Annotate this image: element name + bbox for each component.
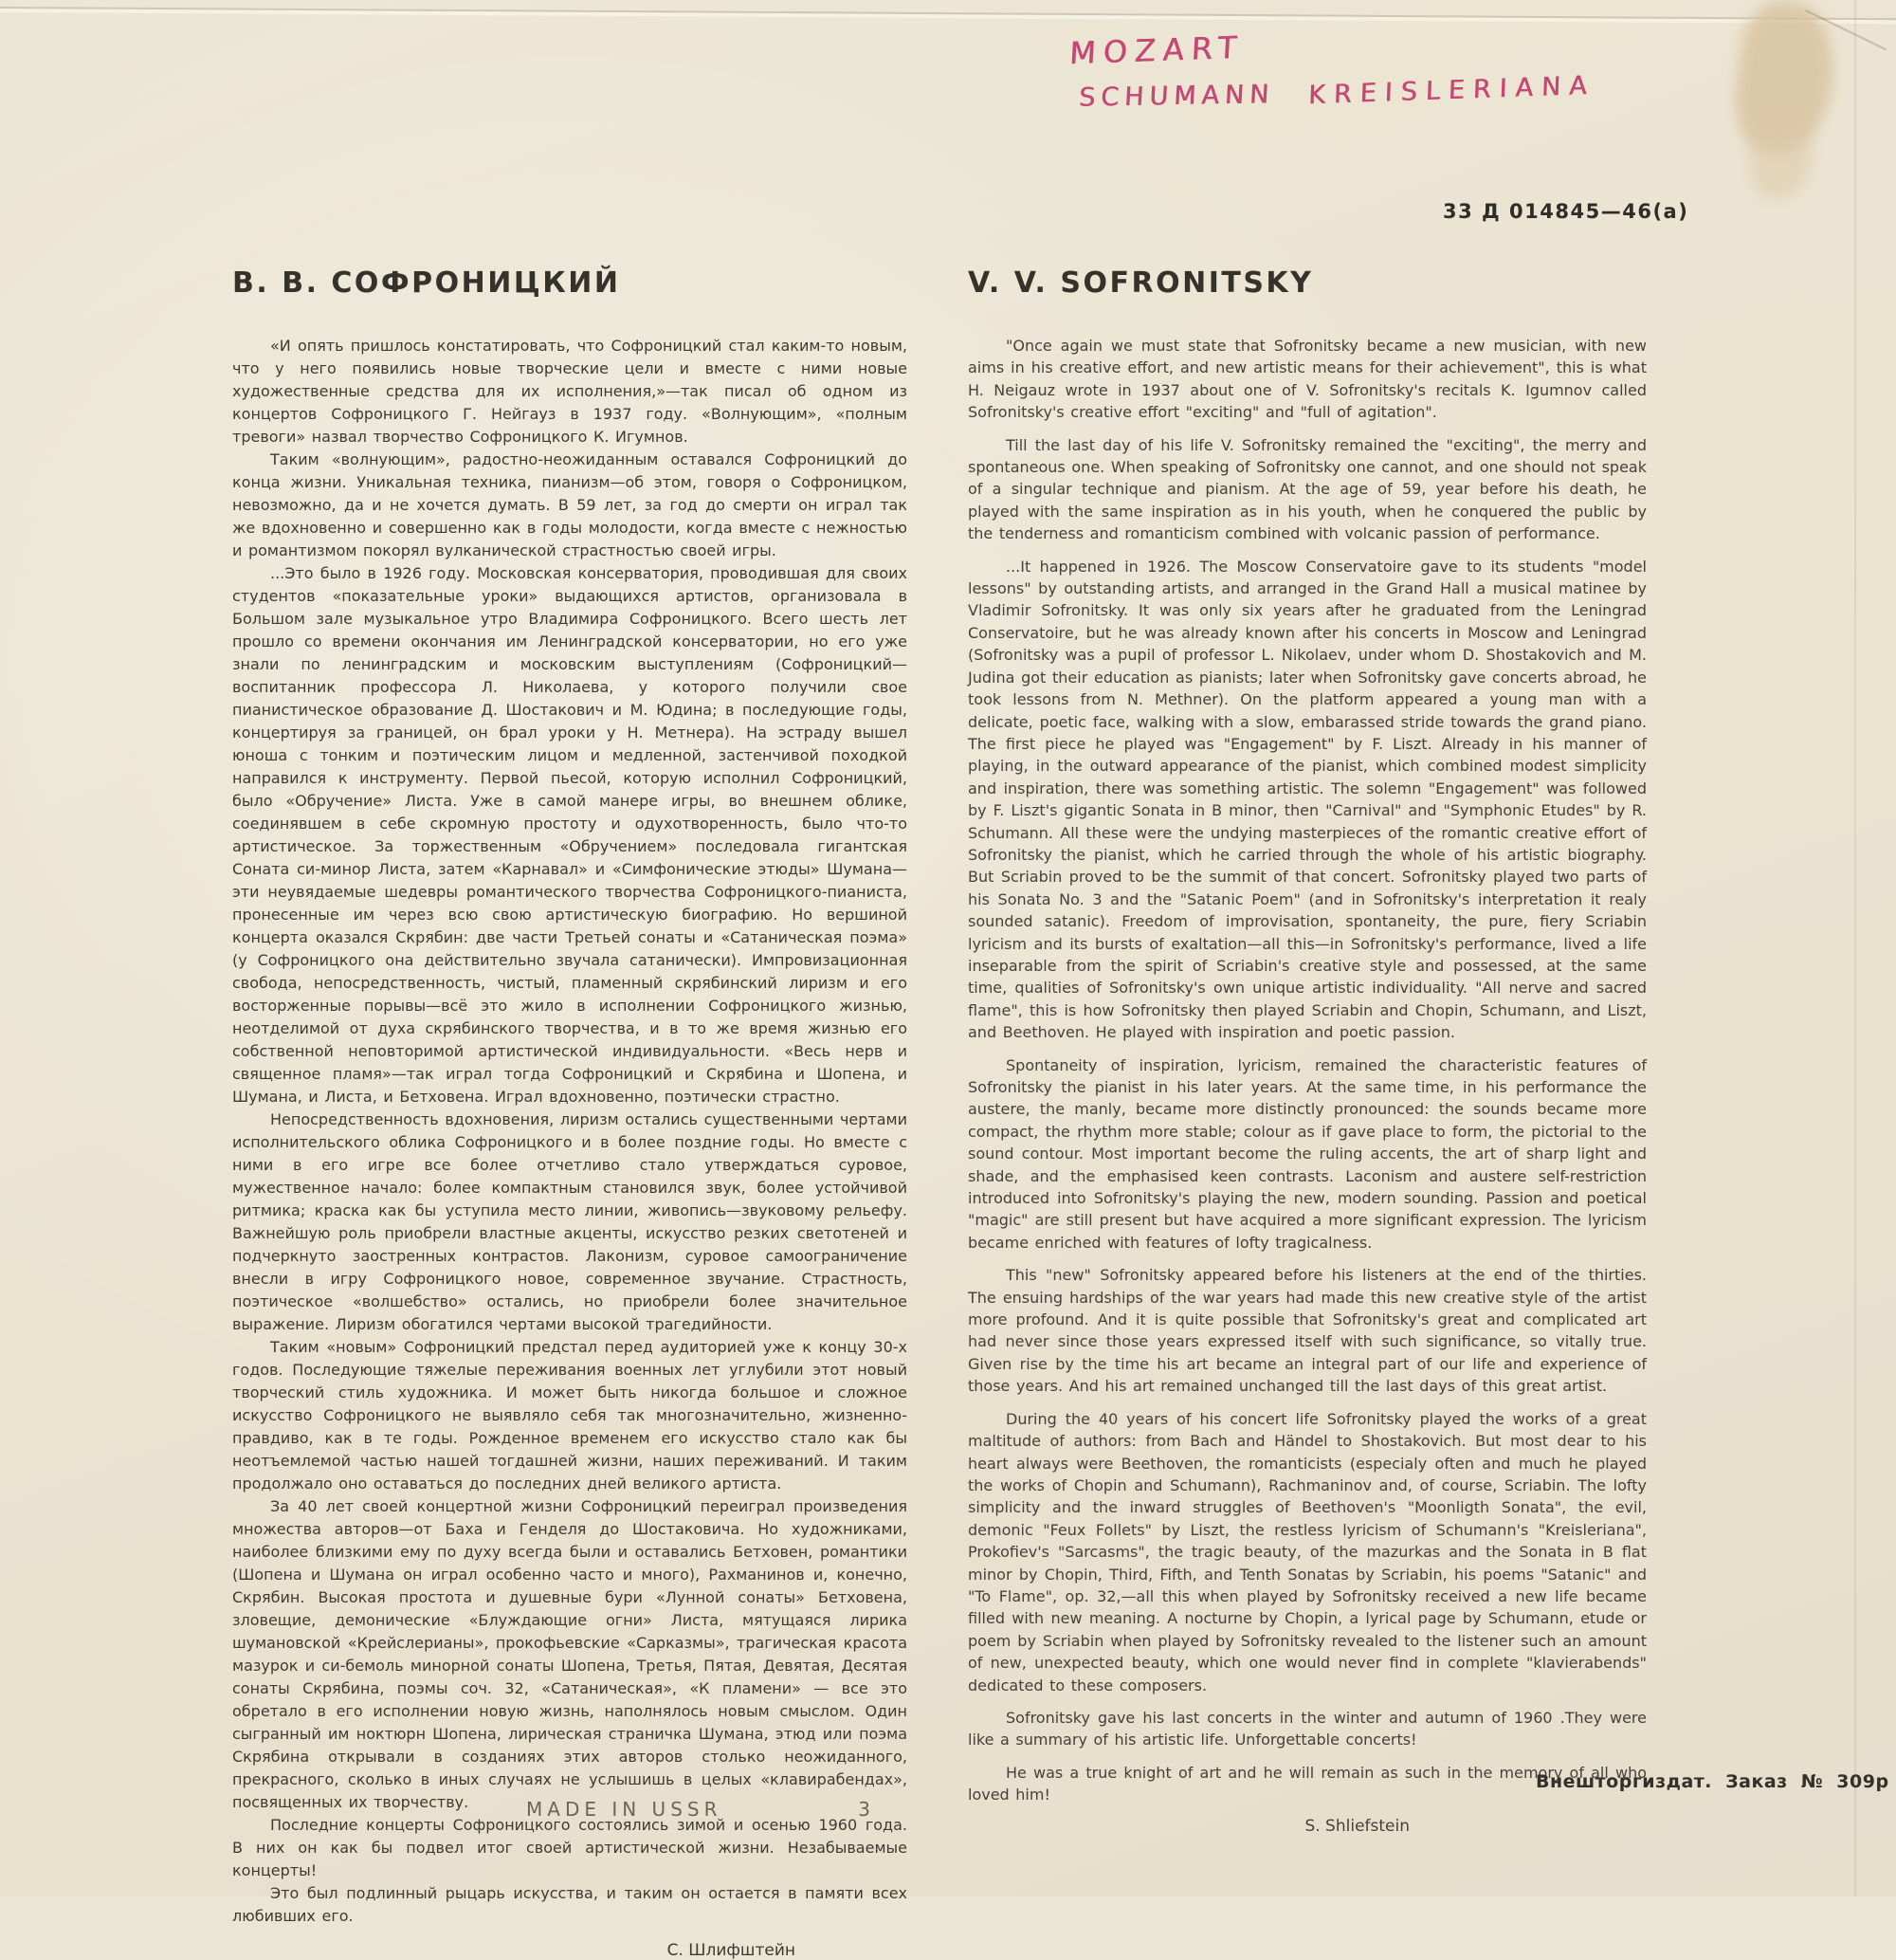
russian-title: В. В. СОФРОНИЦКИЙ — [232, 266, 621, 300]
russian-paragraph-8: Это был подлинный рыцарь искусства, и таким он остается в памяти всех любивших его. — [232, 1884, 907, 1925]
english-paragraph-2: Till the last day of his life V. Sofronitsky remained the "exciting", the merry and spontaneous one. When speaking of Sofronitsky one cannot, and one should not speak of a singular technique and pianism. At the age of 59, year before his death, he played with the same inspiration as in his youth, when he conquered the public by the tenderness and romanticism combined with volcanic passion of performance. — [968, 435, 1647, 543]
english-paragraph-5: This "new" Sofronitsky appeared before his listeners at the end of the thirties. The ensuing hardships of the war years had made this new creative style of the artist more profound. And it is quite possible that Sofronitsky's great and complicated art had never since those years expressed itself with such significance, so vitally true. Given rise by the time his art became an integral part of our life and experience of those years. And his art remained unchanged till the last days of this great artist. — [968, 1266, 1647, 1396]
catalog-number: 33 Д 014845—46(a) — [1443, 200, 1689, 223]
russian-paragraph-1: «И опять пришлось констатировать, что Софроницкий стал каким-то новым, что у него появились новые творческие цели и вместе с ними новые художественные средства для их исполнения,»—так писал об одном из концертов Софроницкого Г. Нейгауз в 1937 году. «Волнующим», «полным тревоги» назвал творчество Софроницкого К. Игумнов. — [232, 337, 907, 446]
english-column — [968, 266, 1647, 1836]
english-paragraph-4: Spontaneity of inspiration, lyricism, remained the characteristic features of Sofronitsky the pianist in his later years. At the same time, in his performance the austere, the manly, became more distinctly pronounced: the sounds became more compact, the rhythm more stable; colour as if gave place to form, the pictorial to the sound contour. Most important become the ruling accents, the art of sharp light and shade, and the emphasised keen contrasts. Laconism and austere self-restriction introduced into Sofronitsky's playing the new, modern sounding. Passion and poetical "magic" are still present but have acquired a more significant expression. The lyricism became enriched with features of lofty tragicalness. — [968, 1055, 1647, 1252]
made-in-ussr-row — [526, 1798, 875, 1821]
russian-paragraph-4: Непосредственность вдохновения, лиризм остались существенными чертами исполнительского облика Софроницкого и в более поздние годы. Но вместе с ними в его игре все более отчетливо стало утверждаться суровое, мужественное начало: более компактным становился звук, более устойчивой ритмика; краска как бы уступила место линии, живопись—звуковому рельефу. Важнейшую роль приобрели властные акценты, искусство резких светотеней и подчеркнуто заостренных контрастов. Лаконизм, суровое самоограничение внесли в игру Софроницкого новое, современное звучание. Страстность, поэтическое «волшебство» остались, но приобрели более значительное выражение. Лиризм обогатился чертами высокой трагедийности. — [232, 1110, 907, 1333]
side-number: 3 — [858, 1798, 875, 1821]
handwritten-mozart: MOZART — [1068, 28, 1246, 72]
handwritten-kreisleriana: KREISLERIANA — [1307, 70, 1596, 111]
made-in-ussr-label: MADE IN USSR — [526, 1798, 722, 1821]
english-author-signature: S. Shliefstein — [1304, 1816, 1410, 1836]
russian-author-signature: С. Шлифштейн — [666, 1941, 795, 1960]
russian-paragraph-5: Таким «новым» Софроницкий предстал перед аудиторией уже к концу 30-х годов. Последующие тяжелые переживания военных лет углубили этот новый творческий стиль художника. И может быть никогда большое и сложное искусство Софроницкого не выявляло себя так многозначительно, жизненно-правдиво, как в те годы. Рожденное временем его искусство стало как бы неотъемлемой частью нашей тогдашней жизни, наших переживаний. И таким продолжало оно оставаться до последних дней великого артиста. — [232, 1338, 907, 1493]
english-paragraph-3: ...It happened in 1926. The Moscow Conservatoire gave to its students "model lessons" by outstanding artists, and arranged in the Grand Hall a musical matinee by Vladimir Sofronitsky. It was only six years after he graduated from the Leningrad Conservatoire, but he was already known after his concerts in Moscow and Leningrad (Sofronitsky was a pupil of professor L. Nikolaev, under whom D. Shostakovich and M. Judina got their education as pianists; later when Sofronitsky gave concerts abroad, he took lessons from N. Methner). On the platform appeared a young man with a delicate, poetic face, walking with a slow, embarassed stride towards the grand piano. The first piece he played was "Engagement" by F. Liszt. Already in his manner of playing, in the outward appearance of the pianist, which combined modest simplicity and inspiration, there was something artistic. The solemn "Engagement" was followed by F. Liszt's gigantic Sonata in B minor, then "Carnival" and "Symphonic Etudes" by R. Schumann. All these were the undying masterpieces of the romantic creative effort of Sofronitsky the pianist, which he carried through the whole of his artistic biography. But Scriabin proved to be the summit of that concert. Sofronitsky played two parts of his Sonata No. 3 and the "Satanic Poem" (and in Sofronitsky's interpretation it realy sounded satanic). Freedom of improvisation, spontaneity, the pure, fiery Scriabin lyricism and its bursts of exaltation—all this—in Sofronitsky's performance, lived a life inseparable from the spirit of Scriabin's creative style and possessed, at the same time, qualities of Sofronitsky's own unique artistic individuality. "All nerve and sacred flame", this is how Sofronitsky then played Scriabin and Chopin, Schumann, and Liszt, and Beethoven. He played with inspiration and poetic passion. — [968, 557, 1647, 1042]
english-paragraph-6: During the 40 years of his concert life Sofronitsky played the works of a great maltitude of authors: from Bach and Händel to Shostakovich. But most dear to his heart always were Beethoven, the romanticists (especialy often and much he played the works of Chopin and Schumann), Rachmaninov and, of course, Scriabin. The lofty simplicity and the inward struggles of Beethoven's "Moonligth Sonata", the evil, demonic "Feux Follets" by Liszt, the restless lyricism of Schumann's "Kreisleriana", Prokofiev's "Sarcasms", the tragic beauty, of the mazurkas and the Sonata in B flat minor by Chopin, Third, Fifth, and Tenth Sonatas by Scriabin, his poems "Satanic" and "To Flame", op. 32,—all this when played by Sofronitsky received a new life became filled with new meaning. A nocturne by Chopin, a lyrical page by Schumann, etude or poem by Scriabin when played by Sofronitsky revealed to the listener such an amount of new, unexpected beauty, which one would never find in complete "klavierabends" dedicated to these composers. — [968, 1409, 1647, 1694]
russian-paragraph-3: ...Это было в 1926 году. Московская консерватория, проводившая для своих студентов «показательные уроки» выдающихся артистов, организовала в Большом зале музыкальное утро Владимира Софроницкого. Всего шесть лет прошло со времени окончания им Ленинградской консерватории, но его уже знали по ленинградским и московским выступлениям (Софроницкий—воспитанник профессора Л. Николаева, у которого получили свое пианистическое образование Д. Шостакович и М. Юдина; в последующие годы, концертируя за границей, он брал уроки у Н. Метнера). На эстраду вышел юноша с тонким и поэтическим лицом и медленной, застенчивой походкой направился к инструменту. Первой пьесой, которую исполнил Софроницкий, было «Обручение» Листа. Уже в самой манере игры, во внешнем облике, соединявшем в себе скромную простоту и одухотворенность, было что-то артистическое. За торжественным «Обручением» последовала гигантская Соната си-минор Листа, затем «Карнавал» и «Симфонические этюды» Шумана—эти неувядаемые шедевры романтического творчества Софроницкого-пианиста, пронесенные им через всю свою артистическую биографию. Но вершиной концерта оказался Скрябин: две части Третьей сонаты и «Сатаническая поэма» (у Софроницкого она действительно звучала сатанически). Импровизационная свобода, непосредственность, чистый, пламенный скрябинский лиризм и его восторженные порывы—всё это жило в исполнении Софроницкого жизнью, неотделимой от духа скрябинского творчества, и в то же время жизнью его собственной неповторимой артистической индивидуальности. «Весь нерв и священное пламя»—так играл тогда Софроницкий и Скрябина и Шопена, и Шумана, и Листа, и Бетховена. Играл вдохновенно, поэтически страстно. — [232, 564, 907, 1106]
english-paragraph-1: "Once again we must state that Sofronitsky became a new musician, with new aims in his creative effort, and new artistic means for their achievement", this is what H. Neigauz wrote in 1937 about one of V. Sofronitsky's recitals K. Igumnov called Sofronitsky's creative effort "exciting" and "full of agitation". — [968, 337, 1647, 422]
english-paragraph-7: Sofronitsky gave his last concerts in the winter and autumn of 1960 .They were like a summary of his artistic life. Unforgettable concerts! — [968, 1708, 1647, 1749]
russian-paragraph-6: За 40 лет своей концертной жизни Софроницкий переиграл произведения множества авторов—от Баха и Генделя до Шостаковича. Но художниками, наиболее близкими ему по духу всегда были и оставались Бетховен, романтики (Шопена и Шумана он играл особенно часто и много), Рахманинов и, конечно, Скрябин. Высокая простота и душевные бури «Лунной сонаты» Бетховена, зловещие, демонические «Блуждающие огни» Листа, мятущаяся лирика шумановской «Крейслерианы», прокофьевские «Сарказмы», трагическая красота мазурок и си-бемоль минорной сонаты Шопена, Третья, Пятая, Девятая, Десятая сонаты Скрябина, поэмы соч. 32, «Сатаническая», «К пламени» — все это обретало в его исполнении новую жизнь, наполнялось новым смыслом. Один сыгранный им ноктюрн Шопена, лирическая страничка Шумана, этюд или поэма Скрябина открывали в созданиях этих авторов столько неожиданного, прекрасного, сколько в иных случаях не услышишь в целых «клавирабендах», посвященных их творчеству. — [232, 1497, 907, 1811]
right-edge-crease — [1854, 0, 1856, 1896]
english-paragraph-8: He was a true knight of art and he will remain as such in the memory of all who loved him! — [968, 1763, 1647, 1804]
russian-paragraph-7: Последние концерты Софроницкого состоялись зимой и осенью 1960 года. В них он как бы подвел итог своей артистической жизни. Незабываемые концерты! — [232, 1816, 907, 1879]
russian-paragraph-2: Таким «волнующим», радостно-неожиданным оставался Софроницкий до конца жизни. Уникальная техника, пианизм—об этом, говоря о Софроницком, невозможно, да и не хочется думать. В 59 лет, за год до смерти он играл так же вдохновенно и совершенно как в годы молодости, когда вместе с нежностью и романтизмом покорял вулканической страстностью своей игры. — [232, 450, 907, 559]
publisher-imprint: Внешторгиздат. Заказ № 309р — [1536, 1771, 1889, 1792]
tape-stain-lower — [1750, 114, 1813, 199]
russian-column — [232, 266, 907, 1960]
handwritten-schumann: SCHUMANN — [1078, 80, 1276, 113]
english-title: V. V. SOFRONITSKY — [968, 266, 1314, 300]
